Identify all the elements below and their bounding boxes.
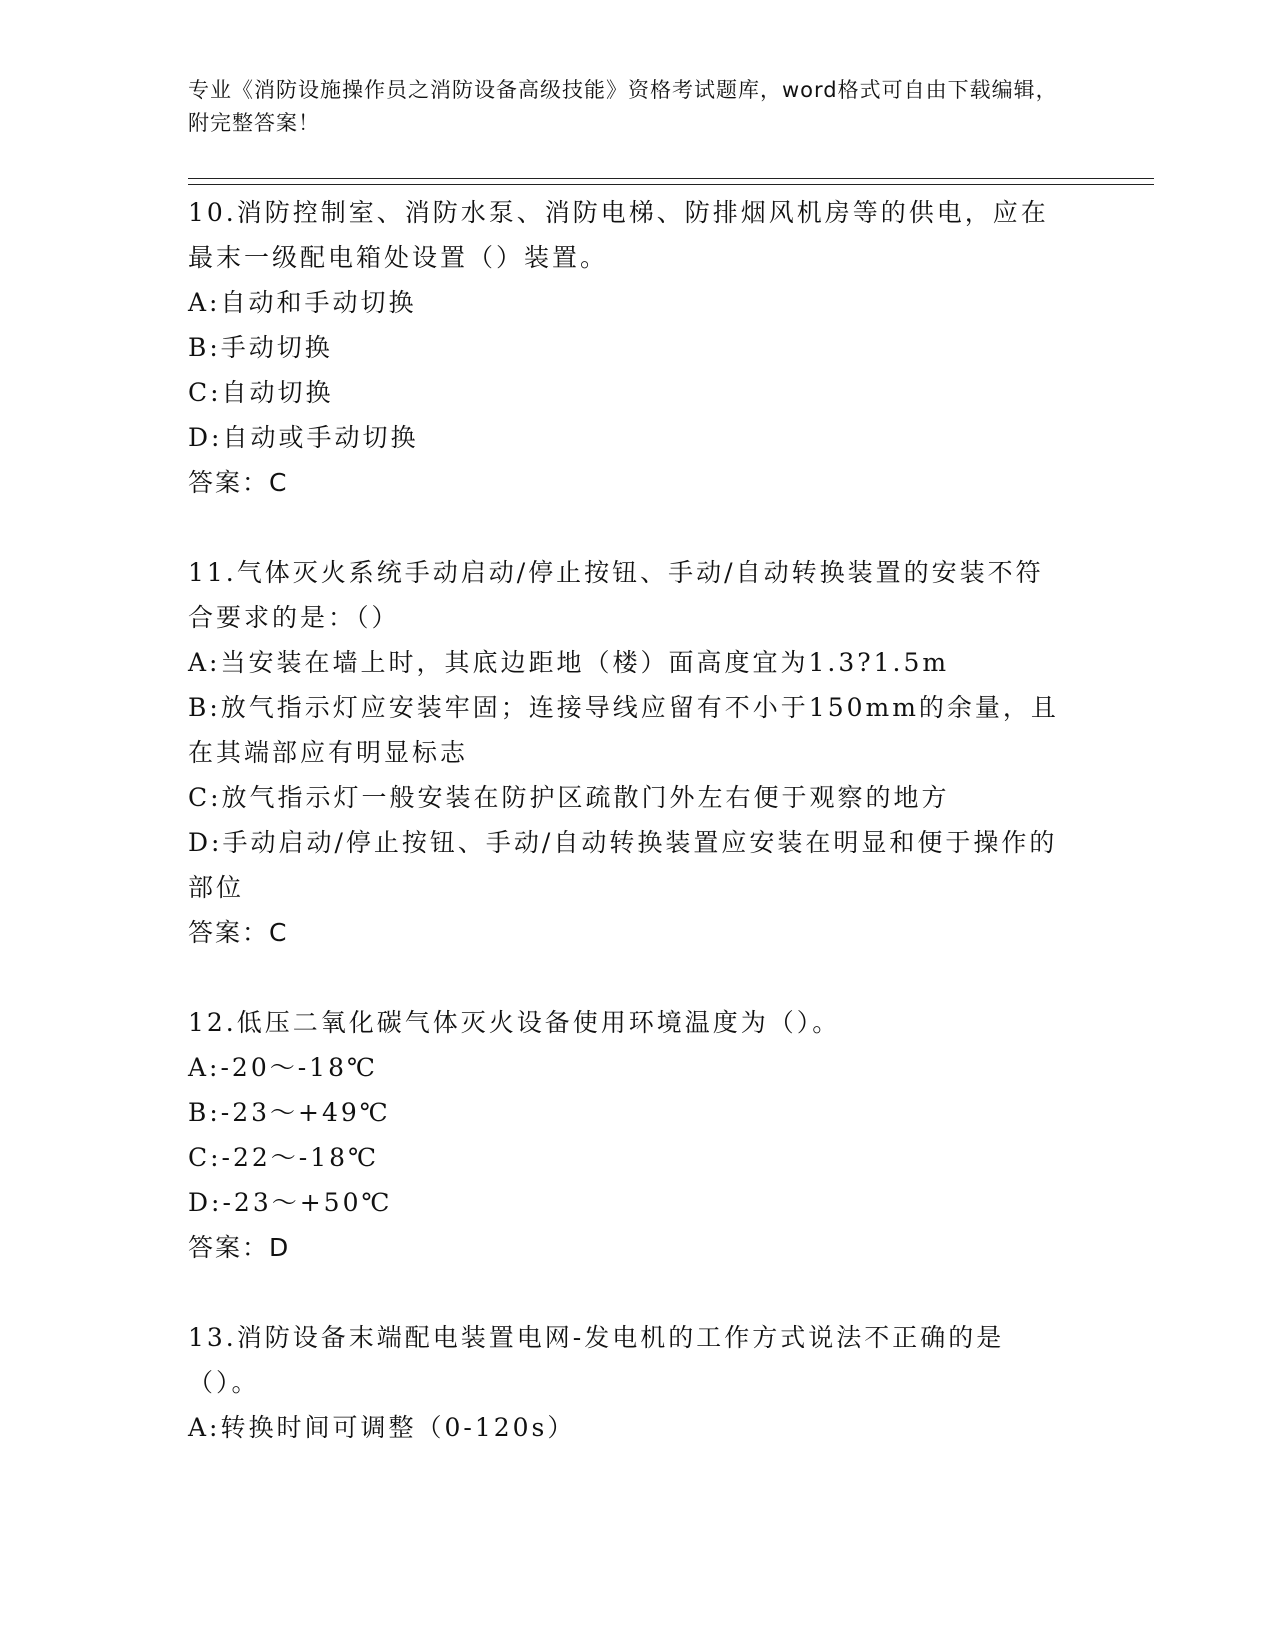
option-d: D:自动或手动切换 xyxy=(188,423,419,452)
document-header: 专业《消防设施操作员之消防设备高级技能》资格考试题库，word格式可自由下载编辑，附完整答案！ xyxy=(188,78,1058,135)
option-b: B:-23～+49℃ xyxy=(188,1098,391,1127)
question-10 xyxy=(188,190,1068,505)
question-spacer xyxy=(188,955,1068,1000)
answer-line: 答案：C xyxy=(188,918,289,947)
option-c: C:自动切换 xyxy=(188,378,334,407)
question-spacer xyxy=(188,1270,1068,1315)
question-stem: 11.气体灭火系统手动启动/停止按钮、手动/自动转换装置的安装不符合要求的是：（） xyxy=(188,558,1044,632)
question-list xyxy=(188,190,1068,1450)
option-d: D:-23～+50℃ xyxy=(188,1188,393,1217)
option-a: A:当安装在墙上时，其底边距地（楼）面高度宜为1.3?1.5m xyxy=(188,648,950,677)
question-stem: 12.低压二氧化碳气体灭火设备使用环境温度为（）。 xyxy=(188,1008,841,1037)
question-12 xyxy=(188,1000,1068,1270)
option-d: D:手动启动/停止按钮、手动/自动转换装置应安装在明显和便于操作的部位 xyxy=(188,828,1058,902)
question-13 xyxy=(188,1315,1068,1450)
option-a: A:-20～-18℃ xyxy=(188,1053,378,1082)
answer-line: 答案：D xyxy=(188,1233,291,1262)
option-a: A:自动和手动切换 xyxy=(188,288,417,317)
option-c: C:-22～-18℃ xyxy=(188,1143,380,1172)
option-a: A:转换时间可调整（0-120s） xyxy=(188,1413,576,1442)
option-b: B:手动切换 xyxy=(188,333,333,362)
question-11 xyxy=(188,550,1068,955)
header-rule-bottom xyxy=(188,184,1154,185)
question-stem: 13.消防设备末端配电装置电网-发电机的工作方式说法不正确的是（）。 xyxy=(188,1323,1005,1397)
answer-line: 答案：C xyxy=(188,468,289,497)
question-stem: 10.消防控制室、消防水泵、消防电梯、防排烟风机房等的供电，应在最末一级配电箱处设置（）装置。 xyxy=(188,198,1049,272)
question-spacer xyxy=(188,505,1068,550)
option-c: C:放气指示灯一般安装在防护区疏散门外左右便于观察的地方 xyxy=(188,783,950,812)
header-rule-top xyxy=(188,178,1154,179)
option-b: B:放气指示灯应安装牢固；连接导线应留有不小于150mm的余量，且在其端部应有明显标志 xyxy=(188,693,1059,767)
